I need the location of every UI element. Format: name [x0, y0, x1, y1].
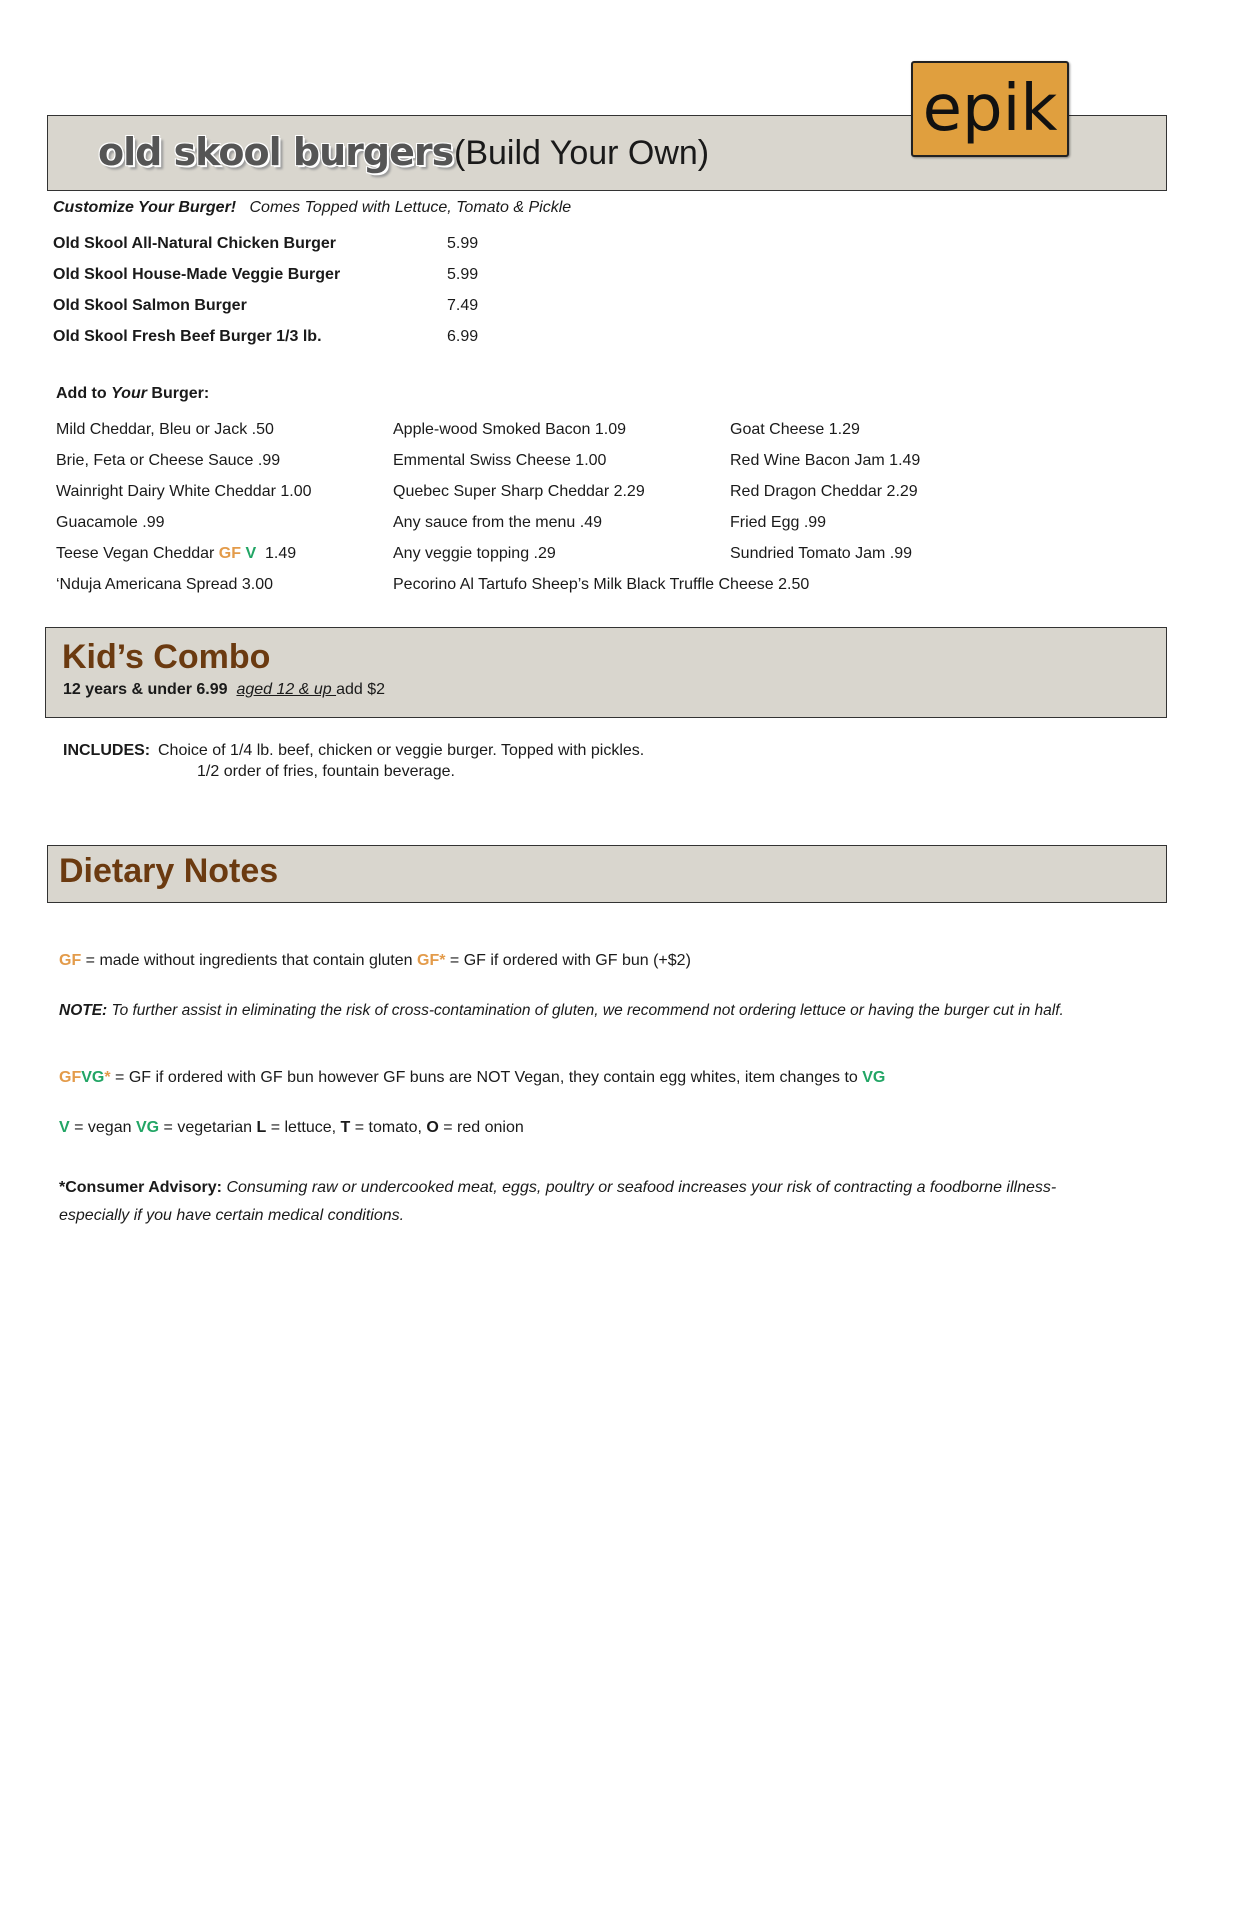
t-def: = tomato, — [350, 1119, 427, 1136]
addons-heading-em: Your — [111, 385, 147, 402]
l-key: L — [256, 1119, 267, 1136]
brand-logo: epik — [911, 61, 1069, 157]
l-def: = lettuce, — [266, 1119, 341, 1136]
star-badge: * — [104, 1069, 111, 1086]
addon-item: Fried Egg .99 — [730, 514, 827, 531]
gf-star-def: = GF if ordered with GF bun (+$2) — [445, 952, 691, 969]
burger-name: Old Skool Fresh Beef Burger 1/3 lb. — [53, 328, 322, 345]
burger-price: 7.49 — [447, 297, 479, 314]
gfvg-def: = GF if ordered with GF bun however GF buns are NOT Vegan, they contain egg whites, item changes to — [110, 1069, 863, 1086]
vegan-badge: V — [245, 545, 257, 562]
kids-combo-title: Kid’s Combo — [62, 638, 271, 676]
addon-item: Red Wine Bacon Jam 1.49 — [730, 452, 921, 469]
includes-line: 1/2 order of fries, fountain beverage. — [197, 763, 455, 780]
addon-item-teese — [56, 545, 296, 563]
consumer-advisory — [59, 1174, 1089, 1230]
kids-aged: aged 12 & up — [236, 681, 337, 698]
advisory-label: *Consumer Advisory: — [59, 1179, 222, 1196]
addon-item: Red Dragon Cheddar 2.29 — [730, 483, 918, 500]
addon-item: Sundried Tomato Jam .99 — [730, 545, 913, 562]
gluten-note — [59, 1002, 1069, 1019]
addon-item: Any veggie topping .29 — [393, 545, 556, 562]
addon-item: Quebec Super Sharp Cheddar 2.29 — [393, 483, 645, 500]
customize-note: Comes Topped with Lettuce, Tomato & Pickle — [249, 199, 572, 216]
gf-badge: GF — [218, 545, 242, 562]
addon-item: Wainright Dairy White Cheddar 1.00 — [56, 483, 312, 500]
addon-item: ‘Nduja Americana Spread 3.00 — [56, 576, 274, 593]
dietary-notes-title: Dietary Notes — [59, 852, 279, 890]
addon-teese-name: Teese Vegan Cheddar — [56, 545, 219, 562]
addon-item: Mild Cheddar, Bleu or Jack .50 — [56, 421, 274, 438]
kids-price: 12 years & under 6.99 — [63, 681, 228, 698]
burger-name: Old Skool Salmon Burger — [53, 297, 247, 314]
addon-teese-price: 1.49 — [265, 545, 297, 562]
page-subtitle: (Build Your Own) — [454, 134, 710, 172]
t-key: T — [340, 1119, 351, 1136]
addons-heading — [56, 385, 209, 403]
gf-star-badge: GF* — [417, 952, 446, 969]
burger-name: Old Skool House-Made Veggie Burger — [53, 266, 341, 283]
includes-line: Choice of 1/4 lb. beef, chicken or veggie burger. Topped with pickles. — [158, 742, 645, 759]
customize-title: Customize Your Burger! — [53, 199, 237, 216]
addons-heading-pre: Add to — [56, 385, 112, 402]
includes-label: INCLUDES: — [63, 742, 151, 759]
addon-item: Pecorino Al Tartufo Sheep’s Milk Black Truffle Cheese 2.50 — [393, 576, 810, 593]
vegan-badge: V — [59, 1119, 70, 1136]
burger-price: 6.99 — [447, 328, 479, 345]
advisory-text: Consuming raw or undercooked meat, eggs, poultry or seafood increases your risk of contracting a foodborne illness- especially if you have certain medical conditions. — [59, 1179, 1057, 1224]
gfvg-definition — [59, 1069, 885, 1087]
vg-badge: VG — [135, 1119, 160, 1136]
vg-badge: VG — [862, 1069, 886, 1086]
addon-item: Goat Cheese 1.29 — [730, 421, 860, 438]
v-def: = vegan — [69, 1119, 136, 1136]
note-text: To further assist in eliminating the risk of cross-contamination of gluten, we recommend not ordering lettuce or having the burger cut in half. — [107, 1002, 1064, 1019]
gf-definition — [59, 952, 691, 970]
vg-def: = vegetarian — [159, 1119, 257, 1136]
addon-item: Apple-wood Smoked Bacon 1.09 — [393, 421, 627, 438]
gf-badge: GF — [59, 1069, 82, 1086]
note-label: NOTE: — [59, 1002, 108, 1019]
gf-badge: GF — [59, 952, 82, 969]
o-key: O — [426, 1119, 439, 1136]
burger-name: Old Skool All-Natural Chicken Burger — [53, 235, 337, 252]
addon-item: Guacamole .99 — [56, 514, 165, 531]
kids-combo-price-line — [63, 681, 385, 699]
gf-def: = made without ingredients that contain gluten — [81, 952, 417, 969]
kids-add: add $2 — [336, 681, 386, 698]
o-def: = red onion — [438, 1119, 524, 1136]
addon-item: Brie, Feta or Cheese Sauce .99 — [56, 452, 281, 469]
legend-line — [59, 1119, 524, 1137]
addons-heading-post: Burger: — [146, 385, 210, 402]
burger-price: 5.99 — [447, 235, 479, 252]
addon-item: Emmental Swiss Cheese 1.00 — [393, 452, 607, 469]
customize-line — [53, 199, 571, 217]
restaurant-logo: old skool burgers — [98, 130, 454, 174]
vg-badge: VG — [81, 1069, 105, 1086]
addon-item: Any sauce from the menu .49 — [393, 514, 602, 531]
burger-price: 5.99 — [447, 266, 479, 283]
